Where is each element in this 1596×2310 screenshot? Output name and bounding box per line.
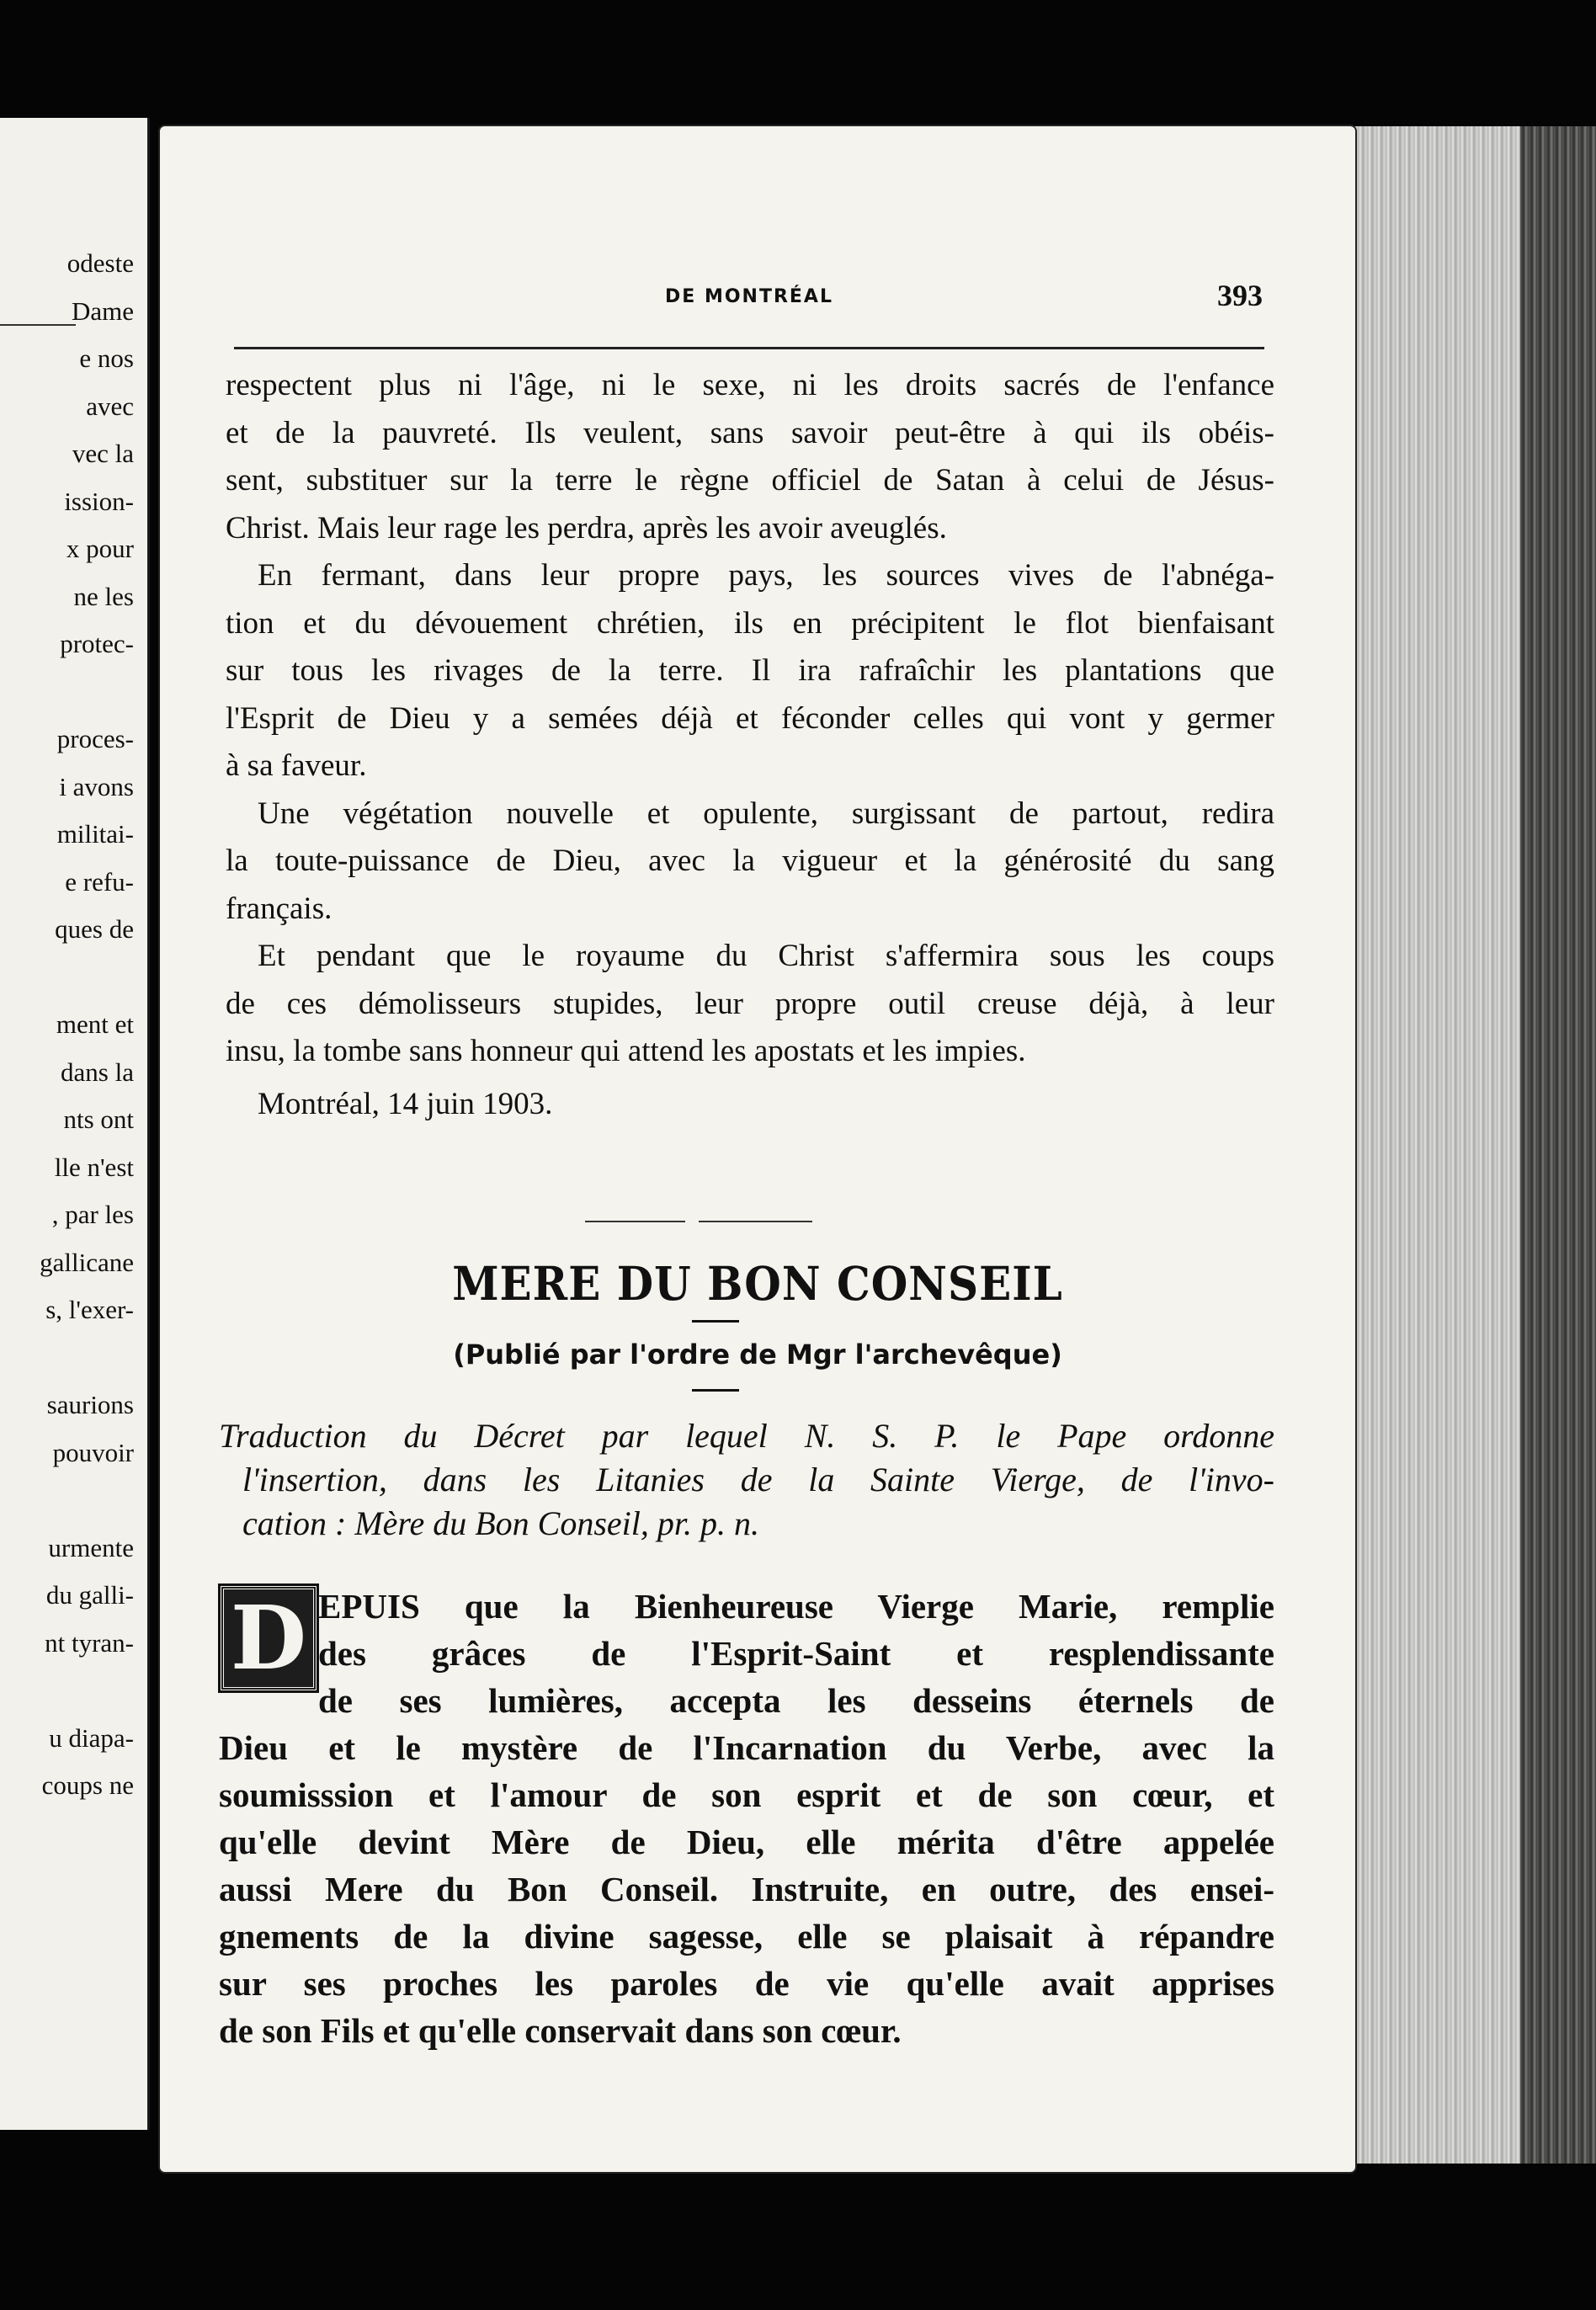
previous-page-fragment <box>0 118 150 2130</box>
previous-page-line: ission- <box>64 486 134 516</box>
page-header <box>236 276 1263 318</box>
previous-page-line: e refu- <box>65 866 134 897</box>
decree-line: des grâces de l'Esprit-Saint et resplendissante <box>318 1634 1274 1673</box>
previous-page-line: x pour <box>66 534 134 563</box>
title-rule <box>692 1320 739 1323</box>
body-line: à sa faveur. <box>226 748 367 783</box>
body-line: sent, substituer sur la terre le règne officiel de Satan à celui de Jésus- <box>226 463 1274 498</box>
section-separator <box>585 1221 812 1222</box>
section-title: MERE DU BON CONSEIL <box>452 1256 1063 1311</box>
previous-page-line: gallicane <box>40 1247 134 1277</box>
previous-page-line: saurions <box>46 1390 134 1419</box>
previous-page-line: coups ne <box>41 1770 134 1800</box>
body-line: insu, la tombe sans honneur qui attend les apostats et les impies. <box>226 1034 1026 1068</box>
section-subtitle: (Publié par l'ordre de Mgr l'archevêque) <box>453 1339 1062 1371</box>
decree-line: de ses lumières, accepta les desseins éternels de <box>318 1681 1274 1720</box>
running-head: DE MONTRÉAL <box>665 286 833 307</box>
previous-page-line: du galli- <box>45 1580 134 1610</box>
drop-cap-initial: D <box>221 1586 317 1690</box>
previous-page-line: proces- <box>56 724 134 753</box>
body-line: français. <box>226 891 332 926</box>
previous-page-line: ment et <box>56 1009 134 1039</box>
previous-page-line: nt tyran- <box>45 1627 134 1658</box>
decree-line: gnements de la divine sagesse, elle se plaisait à répandre <box>219 1917 1274 1956</box>
previous-page-line: protec- <box>60 629 134 658</box>
subtitle-rule <box>692 1389 739 1392</box>
previous-page-line: s, l'exer- <box>45 1295 134 1324</box>
previous-page-line: Dame <box>71 295 134 326</box>
intro-line: cation : Mère du Bon Conseil, pr. p. n. <box>242 1504 760 1542</box>
body-line: respectent plus ni l'âge, ni le sexe, ni les droits sacrés de l'enfance <box>226 368 1274 402</box>
previous-page-line: u diapa- <box>49 1722 134 1753</box>
decree-line: qu'elle devint Mère de Dieu, elle mérita d'être appelée <box>219 1823 1274 1861</box>
body-line: la toute-puissance de Dieu, avec la vigueur et la générosité du sang <box>226 844 1274 878</box>
previous-page-line: odeste <box>66 248 134 278</box>
previous-page-line: e nos <box>79 343 134 373</box>
header-rule <box>234 347 1264 349</box>
decree-line: aussi Mere du Bon Conseil. Instruite, en outre, des ensei- <box>219 1870 1274 1908</box>
body-line: tion et du dévouement chrétien, ils en précipitent le flot bienfaisant <box>226 605 1274 641</box>
intro-line: Traduction du Décret par lequel N. S. P. le Pape ordonne <box>219 1417 1274 1455</box>
previous-page-header-rule <box>0 324 76 326</box>
previous-page-line: ques de <box>55 914 134 944</box>
body-line: l'Esprit de Dieu y a semées déjà et féconder celles qui vont y germer <box>226 700 1274 736</box>
book-page-393 <box>160 126 1355 2172</box>
decree-line: soumisssion et l'amour de son esprit et de son cœur, et <box>219 1775 1274 1814</box>
previous-page-line: urmente <box>48 1532 134 1562</box>
previous-page-line: pouvoir <box>52 1437 134 1467</box>
previous-page-line: ne les <box>73 581 134 611</box>
book-page-edges <box>1347 126 1596 2164</box>
decree-line: EPUIS que la Bienheureuse Vierge Marie, remplie <box>318 1587 1274 1626</box>
body-line: de ces démolisseurs stupides, leur propre outil creuse déjà, à leur <box>226 986 1274 1021</box>
decree-line: Dieu et le mystère de l'Incarnation du Verbe, avec la <box>219 1728 1274 1767</box>
decree-line: de son Fils et qu'elle conservait dans son cœur. <box>219 2011 902 2050</box>
body-line: Christ. Mais leur rage les perdra, après les avoir aveuglés. <box>226 510 947 546</box>
body-line: sur tous les rivages de la terre. Il ira rafraîchir les plantations que <box>226 653 1274 688</box>
previous-page-line: avec <box>86 391 134 421</box>
previous-page-line: militai- <box>56 819 134 849</box>
previous-page-line: i avons <box>59 771 134 801</box>
decree-line: sur ses proches les paroles de vie qu'elle avait apprises <box>219 1964 1274 2003</box>
previous-page-line: , par les <box>51 1200 134 1229</box>
decree-intro <box>219 1414 1274 1546</box>
previous-page-line: dans la <box>61 1057 134 1087</box>
previous-page-line: nts ont <box>63 1104 134 1134</box>
body-line: En fermant, dans leur propre pays, les sources vives de l'abnéga- <box>258 558 1274 593</box>
previous-page-line: vec la <box>72 439 134 468</box>
body-line: Une végétation nouvelle et opulente, surgissant de partout, redira <box>258 796 1274 831</box>
dateline: Montréal, 14 juin 1903. <box>258 1086 553 1121</box>
page-number: 393 <box>1217 279 1263 312</box>
intro-line: l'insertion, dans les Litanies de la Sainte Vierge, de l'invo- <box>242 1461 1274 1498</box>
body-text <box>226 362 1274 1128</box>
previous-page-line: lle n'est <box>54 1152 134 1182</box>
body-line: et de la pauvreté. Ils veulent, sans savoir peut-être à qui ils obéis- <box>226 415 1274 450</box>
decree-text <box>219 1583 1274 2054</box>
body-line: Et pendant que le royaume du Christ s'affermira sous les coups <box>258 939 1274 973</box>
